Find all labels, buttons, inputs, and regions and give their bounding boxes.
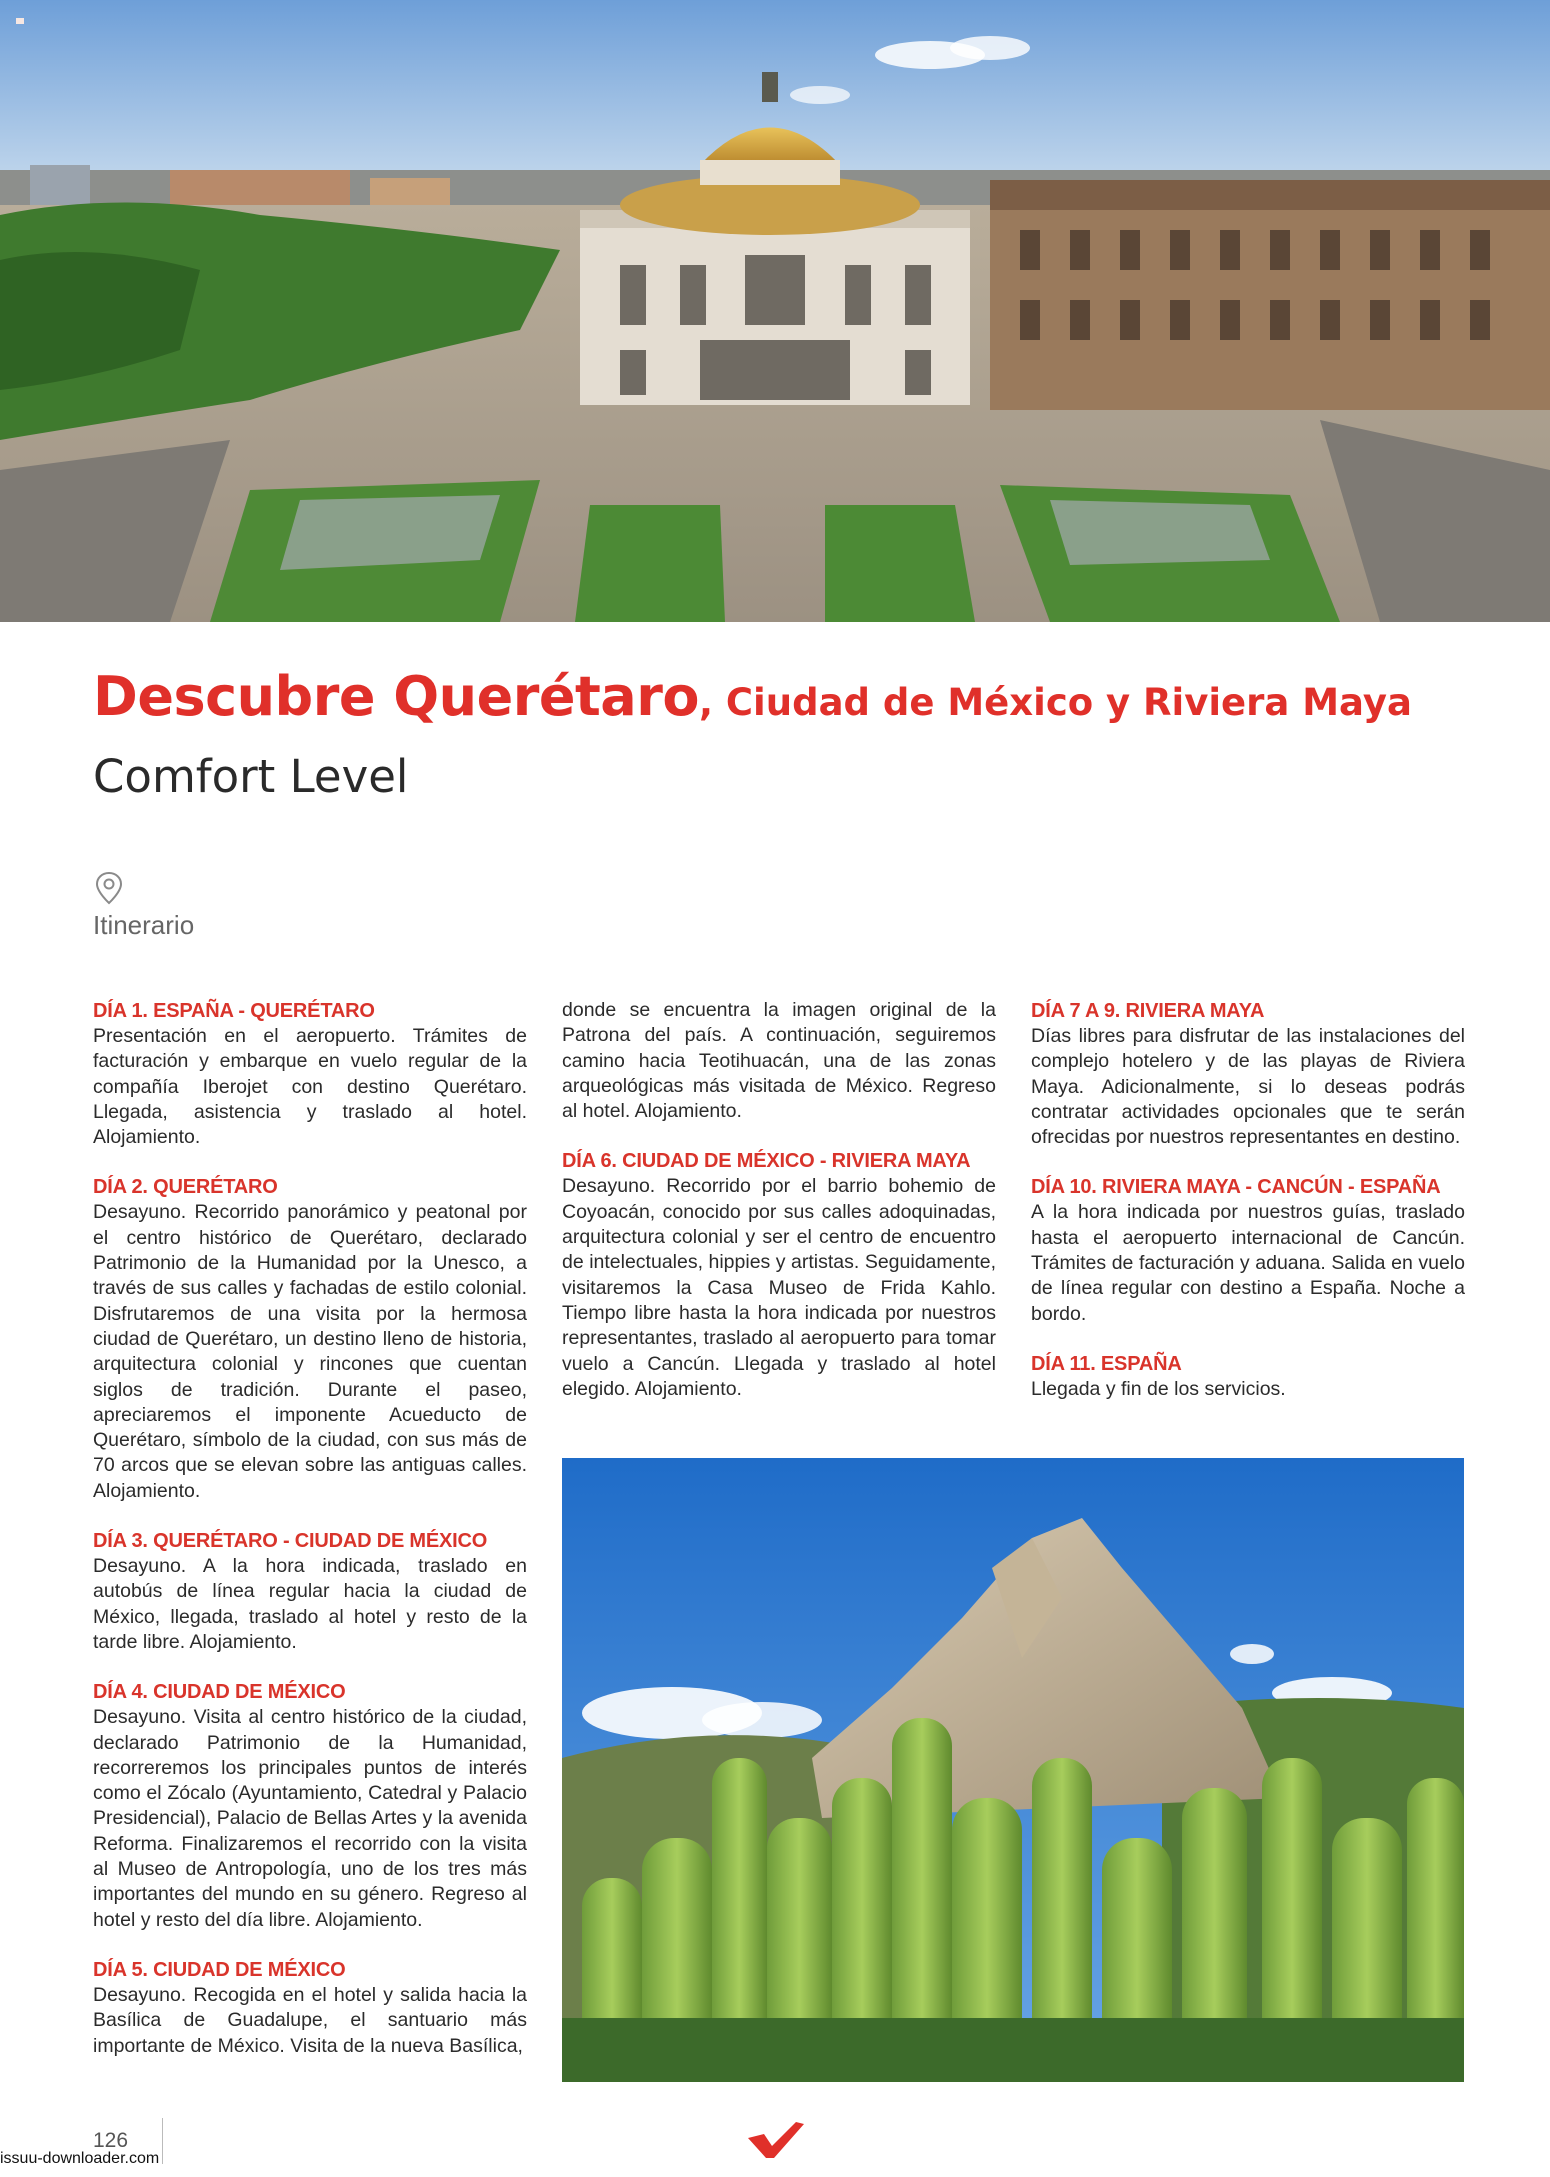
page-title (93, 665, 1412, 728)
day-text: Presentación en el aeropuerto. Trámites de facturación y embarque en vuelo regular de la compañía Iberojet con destino Querétaro. Llegada, asistencia y traslado al hotel. Alojamiento. (93, 1025, 527, 1149)
day-text: Desayuno. Visita al centro histórico de la ciudad, declarado Patrimonio de la Humanidad, recorreremos los principales puntos de interés como el Zócalo (Ayuntamiento, Catedral y Palacio Presidencial), Palacio de Bellas Artes y la avenida Reforma. Finalizaremos el recorrido con la visita al Museo de Antropología, uno de los tres más importantes del mundo en su género. Regreso al hotel y resto del día libre. Alojamiento. (93, 1706, 527, 1931)
day-block (93, 1528, 527, 1655)
itinerary-column-3 (1031, 998, 1465, 1426)
day-title: DÍA 2. QUERÉTARO (93, 1176, 278, 1199)
location-pin-icon (94, 871, 124, 905)
hero-photo-illustration (0, 0, 1550, 622)
day-block (93, 1174, 527, 1504)
day-text: Desayuno. Recogida en el hotel y salida hacia la Basílica de Guadalupe, el santuario más importante de México. Visita de la nueva Basílica, (93, 1983, 527, 2057)
day-title: DÍA 1. ESPAÑA - QUERÉTARO (93, 1000, 375, 1022)
watermark-text: issuu-downloader.com (0, 2150, 160, 2167)
day-block (93, 1679, 527, 1933)
cactus-photo-illustration (562, 1458, 1464, 2082)
page-number: 126 (93, 2129, 129, 2152)
title-rest: , Ciudad de México y Riviera Maya (698, 681, 1412, 724)
day-text: Desayuno. Recorrido por el barrio bohemio de Coyoacán, conocido por sus calles adoquinadas, arquitectura colonial y ser el centro de encuentro de intelectuales, hippies y artistas. Seguidamente, visitaremos la Casa Museo de Frida Kahlo. Tiempo libre hasta la hora indicada por nuestros representantes, traslado al aeropuerto para tomar vuelo a Cancún. Llegada y traslado al hotel elegido. Alojamiento. (562, 1175, 996, 1400)
day-title: DÍA 7 A 9. RIVIERA MAYA (1031, 1000, 1265, 1022)
section-label: Itinerario (93, 910, 195, 940)
page-subtitle: Comfort Level (93, 750, 409, 803)
day-title: DÍA 10. RIVIERA MAYA - CANCÚN - ESPAÑA (1031, 1176, 1441, 1199)
day-title: DÍA 5. CIUDAD DE MÉXICO (93, 1958, 346, 1981)
day-block (93, 1957, 527, 2059)
photo-pena-de-bernal-cactus (562, 1458, 1464, 2082)
day-block (562, 1148, 996, 1402)
corner-mark (16, 18, 24, 24)
day-title: DÍA 11. ESPAÑA (1031, 1352, 1182, 1375)
title-main: Descubre Querétaro (93, 665, 699, 728)
day-text: Desayuno. Recorrido panorámico y peatonal por el centro histórico de Querétaro, declarado Patrimonio de la Humanidad por la Unesco, a través de sus calles y fachadas de estilo colonial. Disfrutaremos de una visita por la hermosa ciudad de Querétaro, un destino lleno de historia, arquitectura colonial y rincones que cuentan siglos de tradición. Durante el paseo, apreciaremos el imponente Acueducto de Querétaro, símbolo de la ciudad, con sus más de 70 arcos que se elevan sobre las antiguas calles. Alojamiento. (93, 1201, 527, 1502)
day-block (1031, 1351, 1465, 1402)
day-text: Días libres para disfrutar de las instalaciones del complejo hotelero y de las playas de Riviera Maya. Adicionalmente, si lo deseas podrás contratar actividades opcionales que te serán ofrecidas por nuestros representantes en destino. (1031, 1025, 1465, 1149)
day-title: DÍA 4. CIUDAD DE MÉXICO (93, 1681, 346, 1704)
day-title: DÍA 6. CIUDAD DE MÉXICO - RIVIERA MAYA (562, 1150, 971, 1173)
day-text: A la hora indicada por nuestros guías, traslado hasta el aeropuerto internacional de Cancún. Trámites de facturación y aduana. Salida en vuelo de línea regular con destino a España. Noche a bordo. (1031, 1201, 1465, 1325)
day-text: Llegada y fin de los servicios. (1031, 1377, 1286, 1400)
footer-divider (162, 2118, 163, 2164)
hero-photo-bellas-artes (0, 0, 1550, 622)
day-block-continued (562, 998, 996, 1124)
day-title: DÍA 3. QUERÉTARO - CIUDAD DE MÉXICO (93, 1530, 488, 1553)
day-block (1031, 998, 1465, 1150)
day-block (1031, 1174, 1465, 1326)
brand-check-logo-icon (744, 2120, 808, 2160)
day-text: donde se encuentra la imagen original de la Patrona del país. A continuación, seguiremos camino hacia Teotihuacán, una de las zonas arqueológicas más visitada de México. Regreso al hotel. Alojamiento. (562, 999, 996, 1123)
day-block (93, 998, 527, 1150)
itinerary-column-2 (562, 998, 996, 1426)
day-text: Desayuno. A la hora indicada, traslado en autobús de línea regular hacia la ciudad de México, llegada, traslado al hotel y resto de la tarde libre. Alojamiento. (93, 1555, 527, 1653)
itinerary-column-1 (93, 998, 527, 2083)
